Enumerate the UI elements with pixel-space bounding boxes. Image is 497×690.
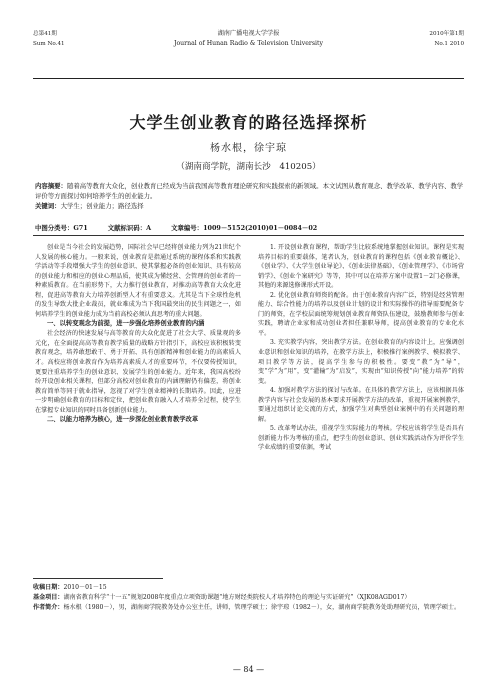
- received-value: 2010－01－15: [63, 584, 107, 591]
- article-title: 大学生创业教育的路径选择探析: [129, 113, 368, 132]
- doc-code-label: 文献标识码：: [107, 224, 147, 232]
- abstract-text: 随着高等教育大众化，创业教育已经成为当前我国高等教育理论研究和实践探索的新领域。本文试图从教育观念、教学改革、教学内容、教学评价等方面探讨如何培养学生的创业能力。: [35, 182, 464, 201]
- article-no: [171, 224, 317, 232]
- paragraph: 1. 开设创业教育课程，帮助学生比较系统地掌握创业知识。课程是实现培养目标的重要载体，笔者认为，创业教育的课程包括《创业教育概论》、《创业学》、《大学生创业导论》、《创业法律基础》、《创业管理学》、《市场营销学》、《创业个案研究》等等，其中可以在培养方案中设置1－2门必修课，其他的来源选修课形式开设。: [258, 244, 464, 290]
- footnotes: [33, 578, 464, 613]
- article-authors: 杨水根，徐宇琼: [210, 143, 287, 154]
- clc-value: G71: [73, 224, 88, 232]
- paragraph: 3. 充实教学内容，突出教学方法。在创业教育的内容设计上，应强调创业意识和创业知识的培养，在教学方法上，积极推行案例教学、模拟教学、项目教学等方法，提高学生参与的积极性。要变“教”为“导”，变“学”为“用”，变“灌输”为“启发”，实现由“知识传授”向“能力培养”的转变。: [258, 339, 464, 385]
- issue-total-cn: 总第41期: [33, 31, 57, 37]
- abstract-block: [35, 181, 464, 212]
- received-date: [33, 583, 464, 593]
- issue-number-en: No.1 2010: [434, 41, 464, 47]
- fund-note: [33, 593, 464, 603]
- doc-code: [108, 224, 151, 232]
- issue-number: [429, 29, 464, 49]
- abstract: [35, 181, 464, 201]
- received-label: 收稿日期：: [33, 584, 64, 591]
- paragraph: 2. 优化创业教育师资的配备。由于创业教育内容广泛，特别是经营管理能力、综合性能力的培养以及创业计划的设计和实际操作的指导需要配备专门的师资，在学校层面统筹规划创业教育师资队伍建设，鼓励教师参与创业实践，聘请企业家和成功创业者担任兼职导师，提高创业教育的专业化水平。: [258, 291, 464, 337]
- header-rule: [33, 78, 464, 79]
- article-no-label: 文章编号：: [171, 224, 204, 232]
- footnote-rule: [33, 578, 163, 579]
- author-bio-value: 杨水根（1980－），男，湖南商学院教务处办公室主任，讲师，管理学硕士；徐宇琼（1982－），女，湖南商学院教务处助理研究员，管理学硕士。: [63, 604, 461, 611]
- running-header: [33, 29, 464, 75]
- doc-code-value: A: [146, 224, 152, 232]
- clc: [35, 224, 88, 232]
- journal-name: [33, 29, 464, 49]
- article-no-value: 1009－5152(2010)01－0084－02: [203, 224, 318, 232]
- keywords-label: 关键词：: [35, 202, 61, 211]
- issue-total-en: Sum No.41: [33, 41, 65, 47]
- paragraph: 5. 改革考试办法，重视学生实际能力的考核。学校应该将学生是否具有创新能力作为考核的重点，把学生的创业意识、创业实践活动作为评价学生学业成绩的重要依据，考试: [258, 425, 464, 452]
- author-bio: [33, 603, 464, 613]
- section-heading: 二、以能力培养为核心，进一步深化创业教育教学改革: [47, 416, 199, 424]
- paragraph: 4. 加强对教学方法的探讨与改革。在具体的教学方法上，应该根据具体教学内容与社会发展的基本要求开展教学方法的改革，重视开展案例教学，要通过组织讨论交流的方式，加强学生对典型创业案例中的有关问题的理解。: [258, 387, 464, 423]
- fund-value: 湖南省教育科学“十一五”规划2008年度重点立项资助课题“地方财经类院校人才培养特色的理论与实证研究”（XJK08AGD017）: [63, 594, 411, 601]
- paragraph: 社会经济的快速发展与高等教育的大众化促进了社会大学、质量观的多元化，在全面提高高等教育教学质量的战略方针指引下，高校应该积极转变教育观念，培养敢想敢干、勇于开拓、具有创新精神和创业能力的高素质人才。高校应将创业教育作为培养高素质人才的重要环节，不仅要传授知识，更要注重培养学生的创业意识、发展学生的创业能力。近年来，我国高校纷纷开设创业相关课程，但部分高校对创业教育的内涵理解仍有偏差，将创业教育简单等同于就业指导，忽视了对学生创业精神的长期培养。因此，应进一步明确创业教育的目标和定位，把创业教育融入人才培养全过程，使学生在掌握专业知识的同时具备创新创业能力。: [35, 330, 241, 414]
- section-heading: 一、以转变观念为前提，进一步强化培养创业教育的内涵: [47, 320, 205, 328]
- classification-line: [35, 223, 464, 233]
- body-right-column: [258, 243, 464, 453]
- clc-label: 中图分类号：: [35, 224, 74, 232]
- keywords: [35, 201, 464, 211]
- paragraph: 创业是当今社会的发展趋势，国际社会早已经将创业能力列为21世纪个人发展的核心能力。一般来说，创业教育是指通过系统的课程体系和实践教学活动等手段增强大学生的创业意识、使其掌握必备的创业知识、具有较高的创业能力和相应的创业心理品质，使其成为懂经营、会管理的创业者的一种素质教育。在当前形势下，大力推行创业教育，对推动高等教育大众化进程，促进高等教育大力培养创新型人才有重要意义。尤其是当下全球性危机的发生导致大批企业裁员，就业难成为当下我国最突出的民生问题之一，如何培养学生的创业能力成为当前高校必须认真思考的重大问题。: [35, 244, 241, 318]
- author-bio-label: 作者简介：: [33, 604, 64, 611]
- journal-name-cn: 湖南广播电视大学学报: [217, 30, 280, 37]
- journal-name-en: Journal of Hunan Radio & Television University: [173, 40, 324, 47]
- abstract-label: 内容摘要：: [35, 182, 67, 190]
- page-number: — 84 —: [232, 665, 265, 674]
- author-affiliation: （湖南商学院，湖南长沙 410205）: [176, 162, 321, 172]
- issue-number-cn: 2010年第1期: [429, 31, 464, 37]
- fund-label: 基金项目：: [33, 594, 64, 601]
- keywords-text: 大学生；创业能力；路径选择: [60, 202, 144, 211]
- abstract-rule: [33, 235, 464, 236]
- body-left-column: [35, 243, 241, 425]
